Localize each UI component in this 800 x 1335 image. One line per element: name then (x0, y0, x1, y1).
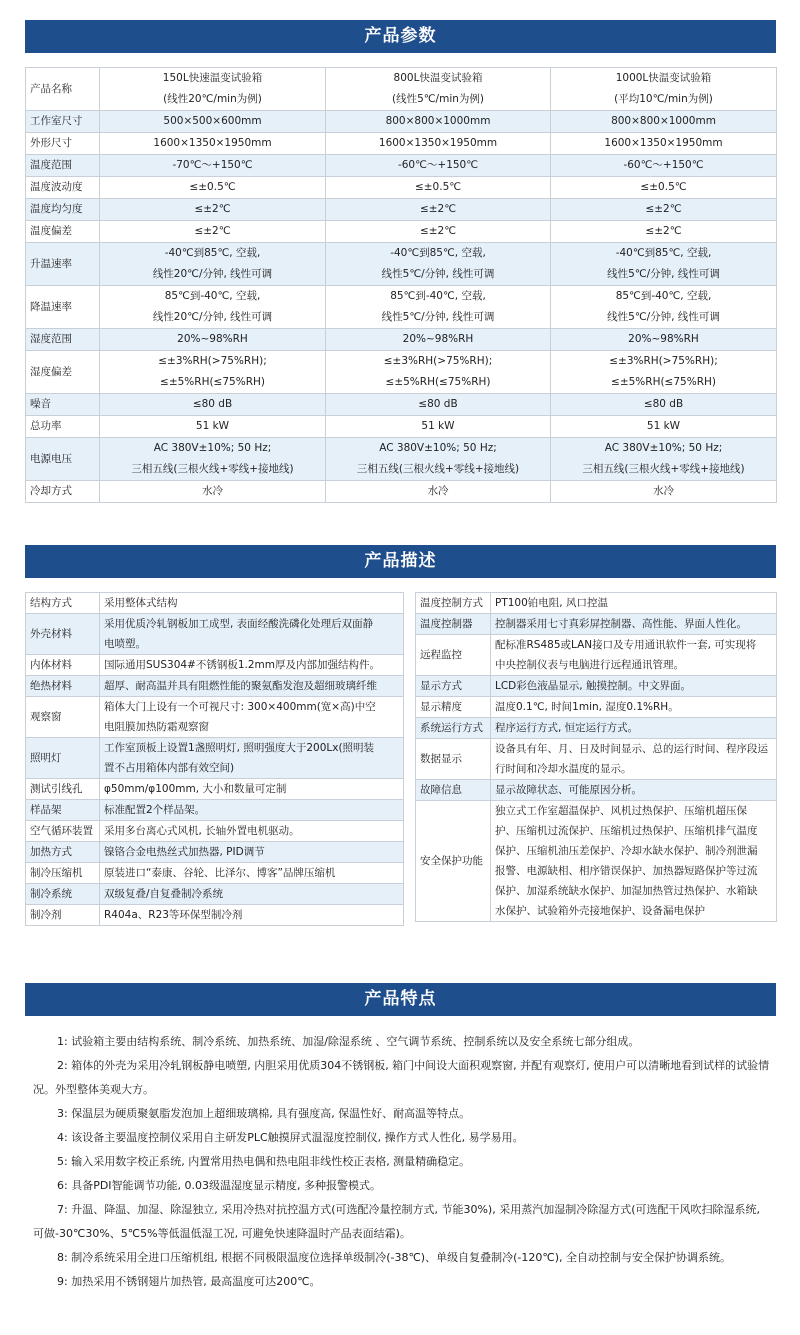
desc-label: 温度控制器 (416, 614, 491, 635)
desc-value-line: 配标准RS485或LAN接口及专用通讯软件一套, 可实现将 (495, 639, 757, 651)
desc-value (100, 779, 404, 800)
params-row (26, 394, 777, 416)
params-cell-line: -60℃～+150℃ (623, 159, 704, 171)
desc-value (491, 593, 777, 614)
desc-label: 加热方式 (26, 842, 100, 863)
params-cell (326, 243, 551, 286)
params-row (26, 111, 777, 133)
desc-label: 测试引线孔 (26, 779, 100, 800)
params-cell-line: -60℃～+150℃ (397, 159, 479, 171)
params-row-label: 电源电压 (26, 438, 100, 481)
desc-label: 内体材料 (26, 655, 100, 676)
params-cell (326, 329, 551, 351)
desc-row (416, 635, 777, 676)
desc-label: 安全保护功能 (416, 801, 491, 922)
params-cell (326, 481, 551, 503)
desc-label: 制冷压缩机 (26, 863, 100, 884)
params-cell (100, 394, 326, 416)
params-cell-line: 51 kW (646, 420, 681, 432)
desc-value (491, 614, 777, 635)
params-cell (326, 68, 551, 111)
params-cell-line: ≤±5%RH(≤75%RH) (385, 376, 491, 388)
params-row (26, 438, 777, 481)
feature-item: 7: 升温、降温、加湿、除湿独立, 采用冷热对抗控温方式(可选配冷量控制方式, 节能30%), 采用蒸汽加湿制冷除湿方式(可选配干风吹扫除湿系统, 可做-30℃30%、5℃5%等低温低湿工况, 可避免快速降温时产品表面结霜)。 (33, 1203, 760, 1240)
desc-value-line: 电阻膜加热防霜观察窗 (104, 721, 209, 733)
desc-row (26, 593, 404, 614)
desc-value-line: PT100铂电阻, 风口控温 (495, 597, 608, 609)
desc-value (491, 697, 777, 718)
desc-row (26, 697, 404, 738)
params-cell (551, 199, 777, 221)
params-cell (326, 351, 551, 394)
params-cell-line: 线性5℃/分钟, 线性可调 (607, 268, 720, 280)
params-cell (100, 155, 326, 177)
params-cell (100, 133, 326, 155)
desc-row (416, 801, 777, 922)
params-row (26, 286, 777, 329)
params-cell (551, 416, 777, 438)
params-cell-line: ≤±5%RH(≤75%RH) (160, 376, 265, 388)
params-cell (551, 438, 777, 481)
params-cell (100, 329, 326, 351)
params-row (26, 329, 777, 351)
params-row (26, 133, 777, 155)
desc-value (491, 718, 777, 739)
params-cell (100, 177, 326, 199)
params-cell-line: ≤±3%RH(>75%RH); (158, 355, 267, 367)
desc-value (491, 801, 777, 922)
params-cell-line: 三相五线(三根火线+零线+接地线) (356, 463, 520, 475)
params-cell-line: ≤±2℃ (194, 203, 231, 215)
params-row-label: 湿度范围 (26, 329, 100, 351)
desc-label: 温度控制方式 (416, 593, 491, 614)
params-cell (326, 416, 551, 438)
params-cell-line: -40℃到85℃, 空载, (615, 247, 712, 259)
desc-value (100, 614, 404, 655)
params-cell (100, 221, 326, 243)
desc-value-line: 护、压缩机过流保护、压缩机过热保护、压缩机排气温度 (495, 825, 758, 837)
params-cell-line: 20%~98%RH (177, 333, 248, 345)
desc-value-line: 镍铬合金电热丝式加热器, PID调节 (104, 846, 265, 858)
desc-row (26, 800, 404, 821)
params-cell-line: 1000L快温变试验箱 (615, 72, 712, 84)
desc-value (100, 863, 404, 884)
params-cell-line: 800×800×1000mm (385, 115, 491, 127)
params-row-label: 温度波动度 (26, 177, 100, 199)
desc-value-line: 中央控制仪表与电脑进行远程通讯管理。 (495, 659, 684, 671)
params-row-label: 工作室尺寸 (26, 111, 100, 133)
desc-row (416, 697, 777, 718)
params-row-label: 产品名称 (26, 68, 100, 111)
desc-value (100, 842, 404, 863)
params-cell-line: 1600×1350×1950mm (153, 137, 272, 149)
params-cell (551, 111, 777, 133)
params-cell (551, 286, 777, 329)
desc-value (491, 635, 777, 676)
params-cell-line: ≤±2℃ (419, 225, 457, 237)
feature-item: 3: 保温层为硬质聚氨脂发泡加上超细玻璃棉, 具有强度高, 保温性好、耐高温等特点。 (57, 1107, 471, 1120)
params-cell-line: 三相五线(三根火线+零线+接地线) (582, 463, 745, 475)
desc-value-line: 原装进口“泰康、谷轮、比泽尔、博客”品牌压缩机 (104, 867, 336, 879)
desc-row (26, 884, 404, 905)
desc-value-line: 双级复叠/自复叠制冷系统 (104, 888, 224, 900)
params-cell-line: 线性20℃/分钟, 线性可调 (152, 268, 273, 280)
desc-label: 系统运行方式 (416, 718, 491, 739)
params-cell-line: (平均10℃/min为例) (614, 93, 713, 105)
params-cell-line: 1600×1350×1950mm (378, 137, 498, 149)
feature-item: 2: 箱体的外壳为采用冷轧钢板静电喷塑, 内胆采用优质304不锈钢板, 箱门中间设大面积观察窗, 并配有观察灯, 使用户可以清晰地看到试样的试验情况。外型整体美观大方。 (33, 1059, 770, 1096)
feature-item: 1: 试验箱主要由结构系统、制冷系统、加热系统、加湿/除湿系统 、空气调节系统、控制系统以及安全系统七部分组成。 (57, 1035, 640, 1048)
params-cell-line: -70℃～+150℃ (172, 159, 253, 171)
desc-row (26, 779, 404, 800)
desc-title-banner: 产品描述 (25, 545, 776, 578)
params-cell (100, 286, 326, 329)
params-cell (100, 199, 326, 221)
params-cell-line: ≤±2℃ (645, 203, 682, 215)
desc-row (416, 739, 777, 780)
desc-row (416, 676, 777, 697)
params-row-label: 降温速率 (26, 286, 100, 329)
params-cell (551, 351, 777, 394)
desc-value-line: 采用整体式结构 (104, 597, 178, 609)
params-row-label: 外形尺寸 (26, 133, 100, 155)
desc-value-line: 独立式工作室超温保护、风机过热保护、压缩机超压保 (495, 805, 747, 817)
params-row (26, 243, 777, 286)
desc-value (100, 697, 404, 738)
desc-value (100, 593, 404, 614)
desc-value-line: 采用优质冷轧钢板加工成型, 表面经酸洗磷化处理后双面静 (104, 618, 374, 630)
desc-label: 结构方式 (26, 593, 100, 614)
params-cell-line: ≤±3%RH(>75%RH); (609, 355, 718, 367)
params-cell-line: ≤±0.5℃ (640, 181, 687, 193)
params-cell-line: (线性20℃/min为例) (163, 93, 262, 105)
params-cell-line: 500×500×600mm (163, 115, 262, 127)
params-cell (100, 111, 326, 133)
params-row-label: 湿度偏差 (26, 351, 100, 394)
desc-value (100, 905, 404, 926)
params-cell-line: ≤±3%RH(>75%RH); (383, 355, 493, 367)
feature-item: 8: 制冷系统采用全进口压缩机组, 根据不同极限温度位选择单级制冷(-38℃)、单级自复叠制冷(-120℃), 全自动控制与安全保护协调系统。 (57, 1251, 731, 1264)
params-cell-line: AC 380V±10%; 50 Hz; (604, 442, 723, 454)
desc-value (491, 739, 777, 780)
params-cell-line: 线性5℃/分钟, 线性可调 (607, 311, 720, 323)
desc-value (100, 821, 404, 842)
desc-value-line: 国际通用SUS304#不锈钢板1.2mm厚及内部加强结构件。 (104, 659, 381, 671)
desc-value-line: 保护、压缩机油压差保护、冷却水缺水保护、制冷剂泄漏 (495, 845, 758, 857)
desc-value-line: 电喷塑。 (104, 638, 146, 650)
desc-row (26, 614, 404, 655)
desc-value (100, 655, 404, 676)
desc-value-line: 采用多台离心式风机, 长轴外置电机驱动。 (104, 825, 300, 837)
desc-value-line: 箱体大门上设有一个可视尺寸: 300×400mm(宽×高)中空 (104, 701, 376, 713)
desc-row (26, 676, 404, 697)
params-row-label: 温度范围 (26, 155, 100, 177)
params-cell-line: 800×800×1000mm (611, 115, 716, 127)
desc-label: 照明灯 (26, 738, 100, 779)
desc-label: 观察窗 (26, 697, 100, 738)
params-row-label: 温度均匀度 (26, 199, 100, 221)
params-cell (551, 481, 777, 503)
params-cell-line: 85℃到-40℃, 空载, (390, 290, 486, 302)
params-row-label: 噪音 (26, 394, 100, 416)
params-cell-line: 150L快速温变试验箱 (162, 72, 263, 84)
params-row (26, 199, 777, 221)
params-cell (100, 481, 326, 503)
desc-label: 故障信息 (416, 780, 491, 801)
params-cell-line: 51 kW (421, 420, 455, 432)
params-title-banner: 产品参数 (25, 20, 776, 53)
params-row-label: 升温速率 (26, 243, 100, 286)
params-cell (100, 243, 326, 286)
desc-label: 外壳材料 (26, 614, 100, 655)
desc-label: 制冷系统 (26, 884, 100, 905)
desc-value-line: 控制器采用七寸真彩屏控制器、高性能、界面人性化。 (495, 618, 747, 630)
desc-value-line: 工作室顶板上设置1盏照明灯, 照明强度大于200Lx(照明装 (104, 742, 375, 754)
desc-value (100, 800, 404, 821)
params-cell (100, 68, 326, 111)
desc-row (26, 738, 404, 779)
params-cell (326, 133, 551, 155)
params-cell (326, 199, 551, 221)
desc-value-line: φ50mm/φ100mm, 大小和数量可定制 (104, 783, 287, 795)
features-list (33, 1030, 771, 1294)
desc-value-line: 报警、电源缺相、相序错误保护、加热器短路保护等过流 (495, 865, 758, 877)
desc-label: 样品架 (26, 800, 100, 821)
desc-label: 显示精度 (416, 697, 491, 718)
desc-row (26, 655, 404, 676)
params-cell-line: 水冷 (202, 485, 223, 497)
params-cell-line: 85℃到-40℃, 空载, (615, 290, 712, 302)
params-cell-line: ≤±2℃ (645, 225, 682, 237)
params-cell (100, 438, 326, 481)
params-cell-line: ≤±2℃ (419, 203, 457, 215)
desc-label: 数据显示 (416, 739, 491, 780)
params-cell-line: 800L快温变试验箱 (393, 72, 483, 84)
params-row-label: 温度偏差 (26, 221, 100, 243)
params-cell (326, 394, 551, 416)
desc-value (491, 780, 777, 801)
desc-label: 空气循环装置 (26, 821, 100, 842)
params-cell (326, 221, 551, 243)
desc-value (100, 884, 404, 905)
desc-value-line: 置不占用箱体内部有效空间) (104, 762, 235, 774)
params-cell-line: 水冷 (653, 485, 674, 497)
desc-row (26, 905, 404, 926)
params-cell (551, 243, 777, 286)
params-cell-line: ≤80 dB (418, 398, 458, 410)
params-cell-line: ≤±0.5℃ (414, 181, 462, 193)
params-cell (551, 329, 777, 351)
params-row (26, 155, 777, 177)
desc-row (416, 780, 777, 801)
params-cell (551, 394, 777, 416)
desc-value-line: 程序运行方式, 恒定运行方式。 (495, 722, 639, 734)
desc-row (416, 593, 777, 614)
desc-value (100, 676, 404, 697)
desc-right-table (415, 592, 777, 922)
params-cell-line: 51 kW (195, 420, 230, 432)
params-cell-line: ≤80 dB (643, 398, 684, 410)
params-cell-line: 线性5℃/分钟, 线性可调 (381, 311, 495, 323)
features-title-banner: 产品特点 (25, 983, 776, 1016)
feature-item: 4: 该设备主要温度控制仪采用自主研发PLC触摸屏式温湿度控制仪, 操作方式人性化, 易学易用。 (57, 1131, 524, 1144)
params-cell-line: 85℃到-40℃, 空载, (164, 290, 261, 302)
params-row (26, 68, 777, 111)
feature-item: 6: 具备PDI智能调节功能, 0.03级温湿度显示精度, 多种报警模式。 (57, 1179, 382, 1192)
params-cell (551, 133, 777, 155)
feature-item: 5: 输入采用数字校正系统, 内置常用热电偶和热电阻非线性校正表格, 测量精确稳定。 (57, 1155, 471, 1168)
desc-row (26, 842, 404, 863)
params-cell (326, 438, 551, 481)
params-cell (100, 351, 326, 394)
params-cell-line: ≤±5%RH(≤75%RH) (611, 376, 716, 388)
params-row-label: 冷却方式 (26, 481, 100, 503)
params-cell (100, 416, 326, 438)
desc-row (416, 614, 777, 635)
params-cell-line: 1600×1350×1950mm (604, 137, 723, 149)
params-row (26, 177, 777, 199)
params-cell (326, 155, 551, 177)
desc-row (26, 863, 404, 884)
desc-value-line: 水保护、试验箱外壳接地保护、设备漏电保护 (495, 905, 705, 917)
params-cell-line: 线性5℃/分钟, 线性可调 (381, 268, 495, 280)
desc-value-line: 温度0.1℃, 时间1min, 湿度0.1%RH。 (495, 701, 679, 713)
params-cell-line: 水冷 (427, 485, 449, 497)
params-cell (326, 177, 551, 199)
desc-label: 显示方式 (416, 676, 491, 697)
params-row (26, 416, 777, 438)
params-cell (551, 221, 777, 243)
desc-label: 绝热材料 (26, 676, 100, 697)
params-cell-line: ≤±0.5℃ (189, 181, 236, 193)
params-cell-line: AC 380V±10%; 50 Hz; (379, 442, 497, 454)
params-row (26, 481, 777, 503)
params-cell (326, 111, 551, 133)
params-table (25, 67, 777, 503)
desc-value (100, 738, 404, 779)
desc-value-line: 行时间和冷却水温度的显示。 (495, 763, 632, 775)
desc-value (491, 676, 777, 697)
params-row (26, 351, 777, 394)
params-cell-line: 20%~98%RH (402, 333, 474, 345)
desc-value-line: 超厚、耐高温并具有阻燃性能的聚氨酯发泡及超细玻璃纤维 (104, 680, 377, 692)
params-cell-line: ≤±2℃ (194, 225, 231, 237)
desc-row (26, 821, 404, 842)
desc-left-table (25, 592, 404, 926)
params-cell-line: 三相五线(三根火线+零线+接地线) (131, 463, 294, 475)
desc-value-line: LCD彩色液晶显示, 触摸控制。中文界面。 (495, 680, 691, 692)
desc-row (416, 718, 777, 739)
params-row-label: 总功率 (26, 416, 100, 438)
desc-value-line: 标准配置2个样品架。 (104, 804, 206, 816)
params-cell (551, 177, 777, 199)
params-cell-line: (线性5℃/min为例) (391, 93, 484, 105)
params-cell (551, 68, 777, 111)
params-cell-line: -40℃到85℃, 空载, (390, 247, 486, 259)
params-cell (326, 286, 551, 329)
params-cell (551, 155, 777, 177)
params-row (26, 221, 777, 243)
params-cell-line: 20%~98%RH (628, 333, 699, 345)
desc-value-line: 设备具有年、月、日及时间显示、总的运行时间、程序段运 (495, 743, 768, 755)
params-cell-line: ≤80 dB (192, 398, 233, 410)
desc-value-line: 显示故障状态、可能原因分析。 (495, 784, 642, 796)
params-cell-line: -40℃到85℃, 空载, (164, 247, 261, 259)
params-cell-line: AC 380V±10%; 50 Hz; (153, 442, 272, 454)
desc-label: 制冷剂 (26, 905, 100, 926)
desc-label: 远程监控 (416, 635, 491, 676)
feature-item: 9: 加热采用不锈钢翅片加热管, 最高温度可达200℃。 (57, 1275, 321, 1288)
desc-value-line: 保护、加湿系统缺水保护、加湿加热管过热保护、水箱缺 (495, 885, 758, 897)
desc-value-line: R404a、R23等环保型制冷剂 (104, 909, 243, 921)
params-cell-line: 线性20℃/分钟, 线性可调 (152, 311, 273, 323)
